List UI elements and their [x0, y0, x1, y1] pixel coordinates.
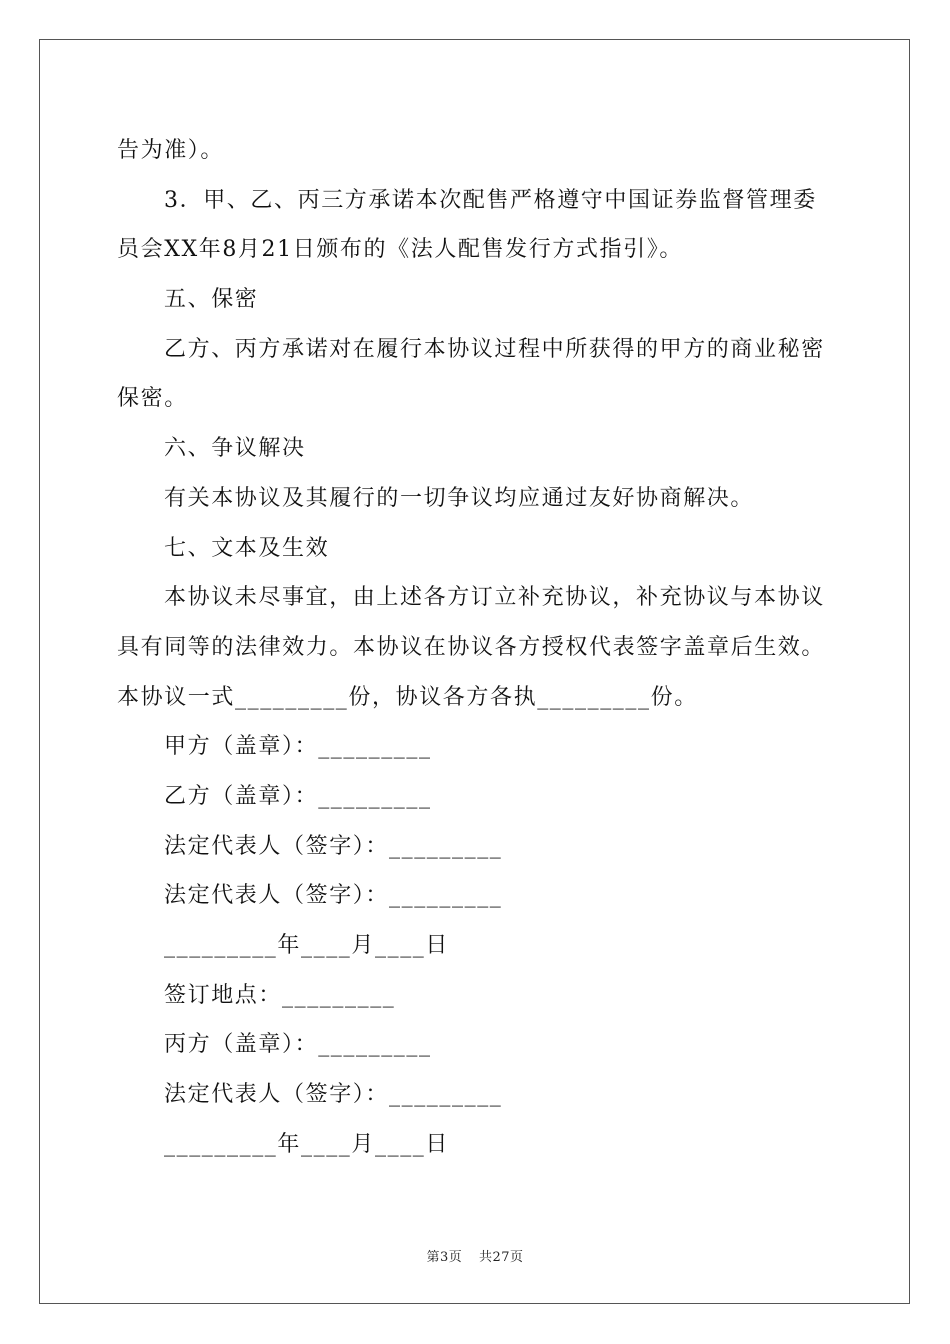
legal-rep-signature-field: 法定代表人（签字）：_________	[164, 1082, 503, 1108]
legal-rep-signature-field: 法定代表人（签字）：_________	[164, 883, 503, 909]
paragraph-line: 告为准）。	[117, 138, 225, 163]
confidentiality-line: 乙方、丙方承诺对在履行本协议过程中所获得的甲方的商业秘密	[164, 336, 825, 362]
page-number: 第3页	[426, 1250, 463, 1265]
effectiveness-line: 本协议未尽事宜，由上述各方订立补充协议，补充协议与本协议	[164, 585, 825, 611]
section-heading-dispute: 六、争议解决	[164, 436, 306, 462]
effectiveness-line: 具有同等的法律效力。本协议在协议各方授权代表签字盖章后生效。	[117, 634, 826, 660]
party-a-seal-field: 甲方（盖章）：_________	[164, 734, 432, 760]
clause-3-line: 3．甲、乙、丙三方承诺本次配售严格遵守中国证券监督管理委	[164, 187, 817, 213]
confidentiality-line: 保密。	[117, 386, 188, 412]
party-c-seal-field: 丙方（盖章）：_________	[164, 1032, 432, 1058]
dispute-line: 有关本协议及其履行的一切争议均应通过友好协商解决。	[164, 485, 755, 511]
document-body	[117, 126, 835, 1169]
legal-rep-signature-field: 法定代表人（签字）：_________	[164, 833, 503, 859]
copies-line: 本协议一式_________份，协议各方各执_________份。	[117, 684, 698, 710]
clause-3-line: 员会XX年8月21日颁布的《法人配售发行方式指引》。	[117, 237, 683, 263]
party-b-seal-field: 乙方（盖章）：_________	[164, 783, 432, 809]
section-heading-confidentiality: 五、保密	[164, 287, 259, 313]
page-total: 共27页	[478, 1250, 524, 1265]
section-heading-effectiveness: 七、文本及生效	[164, 535, 330, 561]
date-field: _________年____月____日	[164, 1131, 450, 1157]
page-footer	[0, 1246, 950, 1265]
signing-place-field: 签订地点：_________	[164, 982, 396, 1008]
date-field: _________年____月____日	[164, 933, 450, 958]
